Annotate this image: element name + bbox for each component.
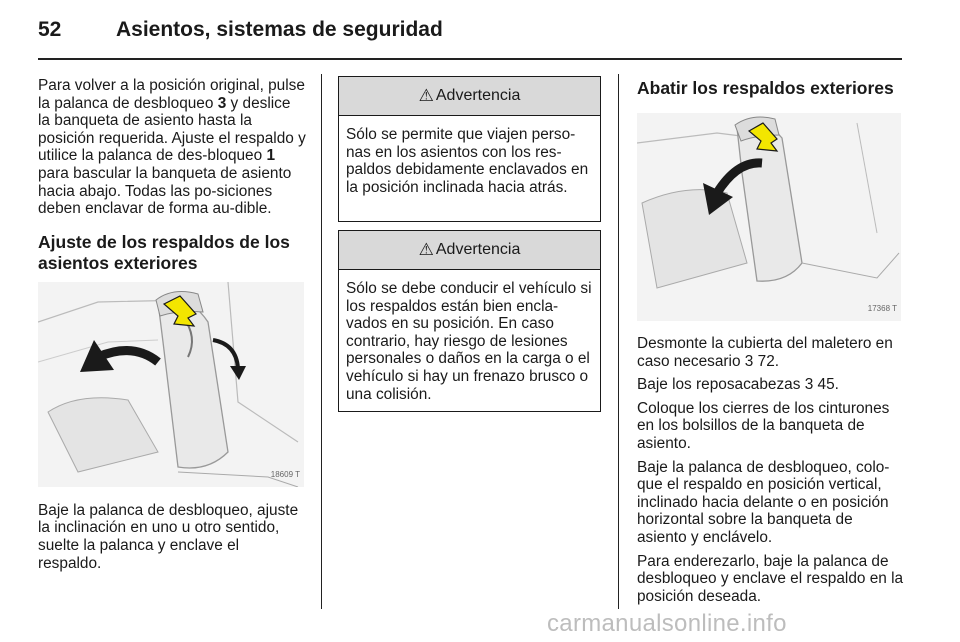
seat-fold-illustration <box>637 113 901 321</box>
column-divider-1 <box>321 74 322 609</box>
warning-box-2 <box>338 230 601 412</box>
intro-paragraph: Para volver a la posición original, pulse la palanca de desbloqueo 3 y deslice la banqueta de asiento hasta la posición requerida. Ajuste el respaldo y utilice la palanca de des-bloqueo 1 para bascular la banqueta de asiento hacia abajo. Todas las po-siciones deben enclavar de forma au-dible. <box>38 77 306 218</box>
paragraph-remove-cover: Desmonte la cubierta del maletero en caso necesario 3 72. <box>637 335 893 370</box>
seat-recline-illustration <box>38 282 304 487</box>
figure-seat-recline <box>38 282 304 487</box>
warning-triangle-icon: ⚠ <box>418 240 434 259</box>
section-heading-fold: Abatir los respaldos exteriores <box>637 78 894 98</box>
warning-box-1 <box>338 76 601 222</box>
paragraph-fold-backrest: Baje la palanca de desbloqueo, colo-que el respaldo en posición vertical, inclinado hacia delante o en posición horizontal sobre la banqueta de asiento y enclávelo. <box>637 458 890 546</box>
page-reference[interactable]: 3 45. <box>804 376 839 394</box>
warning-title: Advertencia <box>435 241 521 258</box>
figure-code: 18609 T <box>270 470 300 480</box>
warning-title: Advertencia <box>435 87 521 104</box>
figure-caption: Baje la palanca de desbloqueo, ajuste la inclinación en uno u otro sentido, suelte la palanca y enclave el respaldo. <box>38 501 299 572</box>
warning-text: Sólo se debe conducir el vehículo si los respaldos están bien encla-vados en su posición. En caso contrario, hay riesgo de lesiones personales o daños en la carga o el vehículo si hay un frenazo brusco o una colisión. <box>346 280 592 403</box>
figure-code: 17368 T <box>867 304 897 314</box>
paragraph-belt-buckles: Coloque los cierres de los cinturones en los bolsillos de la banqueta de asiento. <box>637 399 890 452</box>
page-title: Asientos, sistemas de seguridad <box>116 18 443 41</box>
warning-header <box>339 231 600 270</box>
column-left <box>38 77 306 572</box>
figure-seat-fold <box>637 113 901 321</box>
paragraph-restore-backrest: Para enderezarlo, baje la palanca de desbloqueo y enclave el respaldo en la posición deseada. <box>637 552 904 605</box>
column-right <box>637 78 905 605</box>
column-divider-2 <box>618 74 619 609</box>
site-watermark: carmanualsonline.info <box>547 610 787 637</box>
header-divider <box>38 58 902 60</box>
warning-header <box>339 77 600 116</box>
page-header <box>38 18 900 48</box>
page-reference[interactable]: 3 72. <box>744 352 780 370</box>
section-heading-adjust: Ajuste de los respaldos de los asientos exteriores <box>38 231 290 273</box>
warning-triangle-icon: ⚠ <box>418 86 434 105</box>
paragraph-headrests: Baje los reposacabezas 3 45. <box>637 376 839 394</box>
page-number: 52 <box>38 18 62 41</box>
warning-text: Sólo se permite que viajen perso-nas en los asientos con los res-paldos debidamente enclavados en la posición inclinada hacia atrás. <box>346 126 589 196</box>
